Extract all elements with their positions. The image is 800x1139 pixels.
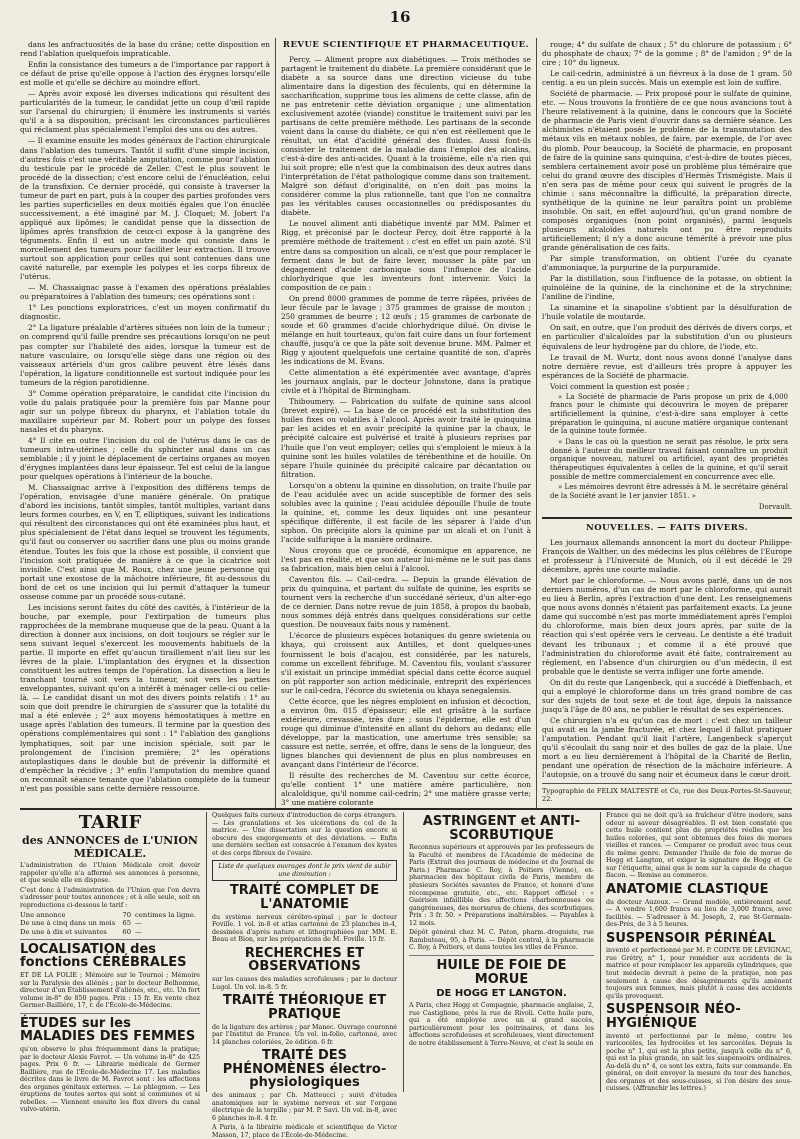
ads-column-divider <box>403 812 404 1092</box>
ads-column-divider <box>600 812 601 1092</box>
article-paragraph: Le travail de M. Wurtz, dont nous avons donné l'analyse dans notre dernière revue, est d'ailleurs très propre à appuyer les espérances de la Société de pharmacie. <box>542 352 792 380</box>
ad-text: du docteur Auzoux. — Grand modèle, entièrement neuf. — A vendre 1,600 francs au lieu de 3,000 francs, avec facilités. — S'adresser à M. Joseph, 2, rue St-Germain-des-Prés, de 3 à 5 heures. <box>606 898 792 929</box>
ad-text: Dépôt général chez M. C. Paton, pharm.-droguiste, rue Rambuteau, 95, à Paris. — Dépôt central, à la pharmacie C. Roy, à Poitiers, et dans toutes les villes de France. <box>409 929 594 952</box>
ad-text: Quelques faits curieux d'introduction de corps étrangers. — Les granulations et les ulcérations du col de la matrice. — Une dissertation sur la question encore si obscure des engorgements et des déviations. — Enfin une dernière section est consacrée à l'examen des kystes et des corps fibreux de l'ovaire. <box>212 812 397 857</box>
section-heading: REVUE SCIENTIFIQUE ET PHARMACEUTIQUE. <box>282 40 530 50</box>
rate-row <box>20 928 200 936</box>
article-paragraph: On prend 8000 grammes de pomme de terre râpées, privées de leur fécule par le lavage ; 375 grammes de graisse de mouton ; 250 grammes de beurre ; 12 œufs ; 15 grammes de carbonate de soude et 60 grammes d'acide chlorhydrique dilué. On divise le mélange en huit tourteaux, qu'on fait cuire dans un four fortement chauffé, jusqu'à ce que la pâte soit devenue brune. MM. Palmer et Rigg y ajoutent quelquefois une certaine quantité de son, d'après les indications de M. Evans. <box>281 293 531 367</box>
tarif-subtitle: des ANNONCES de L'UNION MÉDICALE. <box>22 833 198 860</box>
article-paragraph: L'écorce de plusieurs espèces botaniques du genre swietenia ou khaya, qui croissent aux Antilles, et dont quelques-unes fournissent le bois d'acajou, est considérée, par les naturels, comme un excellent fébrifuge. M. Caventou fils, voulant s'assurer s'il existait un principe immédiat spécial dans cette écorce auquel on pût rapporter son action médicinale, entreprit des expériences sur le cail-cedra, l'écorce du swietenia ou khaya senegalensis. <box>281 631 531 695</box>
rate-unit: centimes la ligne. <box>135 911 196 920</box>
prize-quote: « La Société de pharmacie de Paris propose un prix de 4,000 francs pour le chimiste qui découvrira le moyen de préparer artificiellement la quinine, c'est-à-dire sans employer à cette préparation le quinquina, ni aucune matière organique contenant de la quinine toute formée. <box>550 392 788 436</box>
article-paragraph: Le nouvel aliment anti diabétique inventé par MM. Palmer et Rigg, et préconisé par le docteur Percy, doit être rapporté à la première méthode de traitement : c'est en effet un pain azoté. S'il entre dans sa composition un alcali, ce n'est que pour remplacer le ferment dans le but de faire lever, mousser la pâte par un dégagement d'acide carbonique sous l'influence de l'acide chlorhydrique que les inventeurs font intervenir. Voici la composition de ce pain : <box>281 219 531 292</box>
article-paragraph: Il résulte des recherches de M. Caventou sur cette écorce, qu'elle contient 1° une matière amère particulière, non alcaloïdique, qu'il nomme cail-cedrin; 2° une matière grasse verte; 3° une matière colorante <box>281 771 531 808</box>
article-paragraph: Par simple transformation, on obtient l'urée du cyanate d'ammoniaque, la purpurine de la purpuramide. <box>542 254 792 273</box>
prize-quote: » Dans le cas où la question ne serait pas résolue, le prix sera donné à l'auteur du meilleur travail faisant connaître un produit organique nouveau, naturel ou artificiel, ayant des propriétés thérapeutiques équivalentes à celles de la quinine, et qu'il serait possible de mettre commercialement en concurrence avec elle. <box>550 438 788 481</box>
article-paragraph: — M. Chassaignac passe à l'examen des opérations préalables ou préparatoires à l'ablation des tumeurs; ces opérations sont : <box>20 283 270 302</box>
ad-title: RECHERCHES ET OBSERVATIONS <box>244 945 365 975</box>
rate-value: 60 <box>122 927 132 936</box>
article-paragraph: Voici comment la question est posée ; <box>550 381 690 391</box>
prize-quote: » Les mémoires devront être adressés à M. le secrétaire général de la Société avant le 1er janvier 1851. » <box>550 483 788 501</box>
article-paragraph: 1° Les ponctions exploratrices, c'est un moyen confirmatif du diagnostic. <box>20 303 270 322</box>
ads-column-4 <box>606 812 792 1092</box>
article-paragraph: Les incisions seront faites du côté des cavités, à l'intérieur de la bouche, par exemple, pour l'extirpation de tumeurs plus rapprochées de la membrane muqueuse que de la peau. Quant à la direction à donner aux incisions, on doit toujours se régler sur le sens suivant lequel s'exercent les mouvements habituels de la partie. Il importe en effet qu'aucun tiraillement n'ait lieu sur les lèvres de la plaie. L'implantation des érygnes et la dissection constituent les autres temps de l'opération. La dissection a lieu le tranchant tourné soit vers la tumeur, soit vers les parties enveloppantes, suivant qu'on a intérêt à ménager celle-ci ou celle-là. — Le candidat disant un mot des divers points relatifs : 1° au soin que doit prendre le chirurgien de s'assurer que la totalité du mal a été enlevée ; 2° aux moyens hémostatiques à mettre en usage après l'ablation des tumeurs. Il termine par la question des opérations complémentaires qui sont : 1° l'ablation des ganglions lymphatiques, soit par une incision spéciale, soit par le prolongement de l'incision première; 2° les opérations autoplastiques dans le double but de prévenir la difformité et d'empêcher la récidive ; 3° enfin l'amputation du membre quand on reconnaît séance tenante que l'ablation complète de la tumeur n'est pas possible sans cette dernière ressource. <box>20 602 270 793</box>
rate-label: De une à cinq dans un mois <box>20 919 116 928</box>
ads-column-divider <box>206 812 207 1092</box>
ad-text: sur les causes des maladies scrofuleuses ; par le docteur Lugol. Un vol. in-8. 5 fr. <box>212 976 397 991</box>
ad-title: LOCALISATION des fonctions CÉRÉBRALES <box>20 941 187 971</box>
article-paragraph: dans les anfractuosités de la base du crâne; cette disposition en rend l'ablation quelquefois impraticable. <box>20 40 270 59</box>
article-paragraph: Thiboumery. — Fabrication du sulfate de quinine sans alcool (brevet expiré). — La base de ce procédé est la substitution des huiles fixes ou volatiles à l'alcool. Après avoir traité le quinquina par les acides et en avoir précipité la quinine par la chaux, le précipité calcaire est pulvérisé et traité à plusieurs reprises par l'huile que l'on veut employer; celles qui s'emploient le mieux à la quinine sont les huiles volatiles de térébenthine et de houille. On sépare l'huile quininée du précipité calcaire par décantation ou filtration. <box>281 397 531 479</box>
article-paragraph: La sinamine et la sinapoline s'obtient par la désulfuration de l'huile volatile de moutarde. <box>542 303 792 322</box>
author-signature: Dorvault. <box>758 502 792 511</box>
ad-footer: A Paris, à la librairie médicale et scientifique de Victor Masson, 17, place de l'École-de-Médecine. <box>212 1124 397 1139</box>
tarif-title: TARIF <box>78 812 142 833</box>
column-divider <box>536 38 537 808</box>
ad-title: SUSPENSOIR PÉRINÉAL <box>606 930 776 946</box>
ad-subtitle: DE HOGG ET LANGTON. <box>436 988 567 1000</box>
column-divider <box>275 38 276 808</box>
article-paragraph: Caventou fils. — Cail-cedra. — Depuis la grande élévation de prix du quinquina, et partant du sulfate de quinine, les esprits se tournent vers la recherche d'un succédané sérieux, d'un alter-ego de ce dernier. Dans notre revue de juin 1858, à propos du baobab, nous sommes déjà entrés dans quelques considérations sur cette question. De nouveaux faits nous y ramènent. <box>281 575 531 630</box>
news-paragraph: Mort par le chloroforme. — Nous avons parlé, dans un de nos derniers numéros, d'un cas de mort par le chloroforme, qui aurait eu lieu à Berlin, après l'extraction d'une dent. Les renseignemens que nous avons donnés n'étaient pas parfaitement exacts. La jeune dame qui succombé n'est pas morte immédiatement après l'emploi du chloroforme, mais bien deux jours après, par suite de la réaction qui s'est opérée vers le cerveau. Le dentiste a été traduit devant les tribunaux ; et comme il a été prouvé que l'administration du chloroforme avait été faite, contrairement au règlement, en l'absence d'un chirurgien ou d'un médecin, il est probable que le dentiste se verra infliger une forte amende. <box>542 576 792 676</box>
article-paragraph: Cette écorce, que les nègres emploient en infusion et décoction, a environ 0m. 015 d'épaisseur; elle est grisâtre à la surface extérieure, crevassée, très dure ; sous l'épiderme, elle est d'un rouge qui diminue d'intensité en allant du dehors au dedans; elle développe, par la mastication, une amertume très sensible; sa cassure est nette, serrée, et offre, dans le sens de la longueur, des lignes blanches qui deviennent de plus en plus nombreuses en avançant dans l'intérieur de l'écorce. <box>281 696 531 770</box>
ad-text: France qui ne doit qu'à sa fraîcheur d'être inodore, sans odeur ni saveur désagréables. Il est bien constaté que cette huile contient plus de propriétés réelles que les huiles colorées, qui sont obtenues des foies de morues vieilles et rances. — Comparer ce produit avec tous ceux du même genre. Demander l'huile de foie de morue de Hogg et Langton, et exiger la signature de Hogg et Ce sur l'étiquette, ainsi que le nom sur la capsule de chaque flacon. — Remise au commerce. <box>606 812 792 880</box>
tarif-intro: C'est donc à l'administration de l'Union que l'on devra s'adresser pour toutes annonces ; et à elle seule, soit en reproductions ci-dessous le tarif : <box>20 886 200 909</box>
rate-value: 70 <box>122 911 132 920</box>
article-paragraph: Enfin la consistance des tumeurs a de l'importance par rapport à ce défaut de prise qu'elle oppose à l'action des érygnes lorsqu'elle est molle et qu'elle se déchire au moindre effort. <box>20 60 270 88</box>
rate-unit: — <box>135 927 142 936</box>
article-paragraph: Percy. — Aliment propre aux diabétiques. — Trois méthodes se partagent le traitement du diabète. La première considérant que le diabète a sa source dans une direction vicieuse du tube alimentaire dans la digestion des féculents, qui en détermine la saccharification, supprime tous les alimens de cette classe, afin de ne pas entretenir cette déviation organique ; une alimentation exclusivement azotée (viande) constitue le traitement suivi par les partisans de cette première méthode. Les partisans de la seconde voient dans la cause du diabète, ce qui n'en est réellement que le résultat, un état d'acidité général des fluides. Aussi font-ils consister le traitement de la maladie dans l'emploi des alcalins, c'est-à-dire des anti-acides. Quant à la troisième, elle n'a rien qui lui soit propre; elle n'est que la combinaison des deux autres dans l'interprétation de l'état pathologique comme dans son traitement. Malgré son défaut d'originalité, on n'en doit pas moins la considérer comme la plus rationnelle, tant que l'on ne connaîtra pas les véritables causes occasionnelles ou prédisposantes du diabète. <box>281 54 531 218</box>
article-paragraph: Cette alimentation a été expérimentée avec avantage, d'après les journaux anglais, par le docteur Johnstone, dans la pratique civile et à l'hôpital de Birmingham. <box>281 368 531 396</box>
rate-label: Une annonce <box>20 911 66 920</box>
ad-separator <box>20 1013 200 1014</box>
rate-unit: — <box>135 919 142 928</box>
ad-text: ET DE LA FOLIE ; Mémoire sur le Tournoi ; Mémoire sur la Paralysie des aliénés ; par le docteur Belhomme, directeur d'un Établissement d'aliénés, etc., etc. Un fort volume in-8° de 850 pages. Prix : 15 fr. En vente chez Germer-Baillière, 17, r. de l'École-de-Médecine. <box>20 972 200 1010</box>
ads-column-3 <box>409 812 594 1092</box>
printer-imprint: Typographie de FELIX MALTESTE et Ce, rue des Deux-Portes-St-Sauveur, 22. <box>542 783 792 803</box>
article-paragraph: — Après avoir exposé les diverses indications qui résultent des particularités de la tumeur, le candidat jette un coup d'œil rapide sur l'arsenal du chirurgien; il énumère les instruments si variés qu'il a à sa disposition, précisant les circonstances particulières qui réclament plus spécialement l'emploi des uns ou des autres. <box>20 89 270 135</box>
article-paragraph: Société de pharmacie. — Prix proposé pour le sulfate de quinine, etc. — Nous trouvons la frontière de ce que nous avancions tout à l'heure relativement à la quinine, dans le concours que la Société de pharmacie de Paris vient d'ouvrir dans sa dernière séance. Les alchimistes n'étaient posés le problème de la transmutation des métaux vils en métaux nobles, de faire, par exemple, de l'or avec du plomb. Pour beaucoup, la Société de pharmacie, en proposant de faire de la quinine sans quinquina, c'est-à-dire de toutes pièces, semblera certainement avoir posé un problème plus téméraire que celui du grand œuvre des disciples d'Hermès Trismégiste. Mais il n'en sera pas de même pour ceux qui suivent le progrès de la chimie : sans méconnaître la difficulté, la préparation directe, synthétique de la quinine ne leur paraîtra point un problème insoluble. On sait, en effet aujourd'hui, qu'un grand nombre de composés organiques (non point organisés), parmi lesquels plusieurs alcaloïdes naturels ont pu être reproduits artificiellement; il n'y a donc aucune témérité à prévoir une plus grande généralisation de ces faits. <box>542 89 792 253</box>
ad-text: de la ligature des artères ; par Manec. Ouvrage couronné par l'Institut de France. Un vol. in-folio, cartonné, avec 14 planches coloriées, 2e édition. 6 fr. <box>212 1023 397 1046</box>
ad-text: inventé et perfectionné par le même, contre les varicocèles, les hydrocèles et les sarcocèles. Depuis la poche n° 1, qui est la plus petite, jusqu'à celle du n° 6, qui est la plus grande, on sait les suspensoirs ordinaires. Au-delà du n° 4, ce sont les extra, faits sur commande. En général, on doit envoyer la mesure du tour des hanches, des organes et des sous-cuisses, si l'on désire des sous-cuisses. (Affranchir les lettres.) <box>606 1032 792 1093</box>
article-paragraph: M. Chassaignac arrive à l'exposition des différens temps de l'opération, envisagée d'une manière générale. On pratique d'abord les incisions, tantôt simples, tantôt multiples, variant dans leurs formes courbes, en V, en T, elliptiques, suivant les indications qui résultent des circonstances qui ont été examinées plus haut, et plus spécialement de l'état dans lequel se trouvent les téguments, qu'il faut ou conserver ou sacrifier dans une plus ou moins grande étendue. Toutes les fois que la chose est possible, il convient que l'incision soit pratiquée de manière à ce que la cicatrice soit invisible. C'est ainsi que M. Roux, chez une jeune personne qui portait une exostose de la mâchoire inférieure, fit au-dessous du bord de cet os une incision qui lui permit d'attaquer la tumeur osseuse comme par un procédé sous-cutané. <box>20 483 270 601</box>
tarif-intro: L'administration de l'Union Médicale croit devoir rappeler qu'elle n'a affermé ses annonces à personne, et que seule elle en dispose. <box>20 861 200 885</box>
ad-separator <box>20 939 200 940</box>
ads-column-2 <box>212 812 397 1139</box>
article-paragraph: 4° Il cite en outre l'incision du col de l'utérus dans le cas de tumeurs intra-utérines ; celle du sphincter anal dans un cas semblable ; il y joint le déplacement de certains organes au moyen d'érygnes implantées dans leur épaisseur. Tel est celui de la langue pour quelques opérations à l'intérieur de la bouche. <box>20 435 270 482</box>
ads-divider <box>20 808 792 810</box>
column-2 <box>281 40 531 810</box>
article-paragraph: Le cail-cedrin, administré à un fiévreux à la dose de 1 gram. 50 centig. a eu un plein succès. Mais un exemple est loin de suffire. <box>542 69 792 88</box>
column-3 <box>542 40 792 810</box>
ad-text: inventé et perfectionné par M. P. COINTE DE LÉVIGNAC, rue Grétry, n° 1, pour remédier aux accidents de la matrice et pour remplacer les appareils cylindriques, que tout médecin devrait à peine de la pratique, non pas seulement à cause des désagréments qu'ils amènent toujours aux femmes, mais plutôt à cause des accidents qu'ils provoquent. <box>606 947 792 1000</box>
rate-label: De une à dix et suivantes <box>20 927 107 936</box>
ad-title: TRAITÉ DES PHÉNOMÈNES électro-physiologiques <box>222 1048 387 1091</box>
ad-title: SUSPENSOIR NÉO-HYGIÉNIQUE <box>606 1002 741 1031</box>
ad-text: du système nerveux cérébro-spinal ; par le docteur Foville. 1 vol. in-8 et atlas cartonné de 23 planches in-4, dessinées d'après nature et lithographiées par MM. E. Beau et Bion, sur les préparations de M. Foville. 15 fr. <box>212 913 397 944</box>
column-1 <box>20 40 270 810</box>
article-paragraph: Par la distillation, sous l'influence de la potasse, on obtient la quinoléine de la quinine, de la cinchonine et de la strychnine; l'aniline de l'indine, <box>542 274 792 302</box>
ad-title: ÉTUDES sur les MALADIES DES FEMMES <box>20 1015 196 1045</box>
news-paragraph: Ce chirurgien n'a eu qu'un cas de mort : c'est chez un tailleur qui avait eu la jambe fracturée, et chez lequel il fallut pratiquer l'amputation. Pendant qu'il liait l'artère, Langenbeck s'aperçut qu'il s'écoulait du sang noir et des bulles de gaz de la plaie. Une mort a eu lieu dernièrement à l'hôpital de la Charité de Berlin, pendant une opération de résection de la mâchoire inférieure. A l'autopsie, on a trouvé du sang noir et écumeux dans le cœur droit. <box>542 715 792 780</box>
ad-title: TRAITÉ COMPLET DE L'ANATOMIE <box>229 883 380 913</box>
article-paragraph: On sait, en outre, que l'on produit des dérivés de divers corps, et en particulier d'alcaloïdes par la substitution d'un ou plusieurs équivalens de leur hydrogène par du chlore, de l'iode, etc. <box>542 323 792 351</box>
article-paragraph: — Il examine ensuite les modes généraux de l'action chirurgicale dans l'ablation des tumeurs. Tantôt il suffit d'une simple incision, d'autres fois c'est une véritable amputation, comme pour l'ablation du testicule par le procédé de Zeller. C'est le plus souvent le procédé de la dissection; c'est encore celui de l'énucléation, celui de la transfixion. Ce dernier procédé, qui consiste à traverser la tumeur de part en part, puis à la couper des parties profondes vers les parties superficielles en deux moitiés égales que l'on énuclée successivement, a été imaginé par M. J. Cloquet; M. Jobert l'a appliqué aux lipômes; le candidat pense que la dissection de lipômes après transfixion de ceux-ci expose à la gangrène des téguments. Enfin il est un autre mode qui consiste dans le morcellement des tumeurs pour faciliter leur extraction. Il trouve surtout son application pour celles qui sont contenues dans une cavité naturelle, par exemple les polypes et les corps fibreux de l'utérus. <box>20 136 270 282</box>
ad-title: TRAITÉ THÉORIQUE ET PRATIQUE <box>222 993 387 1022</box>
page-number: 16 <box>389 8 411 26</box>
price-list-caption: Liste de quelques ouvrages dont le prix vient de subir une diminution : <box>212 860 397 881</box>
news-paragraph: Les journaux allemands annoncent la mort du docteur Philippe-François de Walther, un des médecins les plus célèbres de l'Europe et professeur à l'Université de Munich, où il est décédé le 29 décembre, après une courte maladie. <box>542 538 792 575</box>
ad-text: qu'on observe le plus fréquemment dans la pratique; par le docteur Alexis Favrot. — Un volume in-8° de 425 pages. Prix 6 fr. — Librairie médicale de Germer Baillière, rue de l'École-de-Médecine 17. Les maladies décrites dans le livre de M. Favrot sont : les affections des organes génitaux externes. — Le phlegmon. — Les éruptions de toutes sortes qui sont si communes et si rebelles. — Viennent ensuite les flux divers du canal vulvo-utérin. <box>20 1046 200 1114</box>
rate-value: 65 <box>122 919 132 928</box>
rate-row <box>20 919 200 927</box>
article-paragraph: Nous croyons que ce procédé, économique en apparence, ne l'est pas en réalité, et que son auteur lui-même ne le suit pas dans sa fabrication, mais bien celui à l'alcool. <box>281 546 531 574</box>
ad-title: HUILE DE FOIE DE MORUE <box>436 957 567 987</box>
news-paragraph: On dit du reste que Langenbeck, qui a succédé à Dieffenbach, et qui a employé le chloroforme dans un très grand nombre de cas sur des sujets de tout sexe et de tout âge, depuis la naissance jusqu'à l'âge de 80 ans, ne publier le résultat de ses expériences. <box>542 677 792 714</box>
ad-title: ASTRINGENT et ANTI-SCORBUTIQUE <box>422 814 581 843</box>
article-paragraph: rouge; 4° du sulfate de chaux ; 5° du chlorure de potassium ; 6° du phosphate de chaux; 7° de la gomme ; 8° de l'amidon ; 9° de la cire ; 10° du ligneux. <box>542 40 792 68</box>
article-paragraph: 2° La ligature préalable d'artères situées non loin de la tumeur ; on comprend qu'il faille prendre ses précautions lorsqu'on ne peut pas compter sur l'habileté des aides, lorsque la tumeur est de nature vasculaire, ou lorsqu'elle siège dans une région où des vaisseaux artériels d'un gros calibre peuvent être lésés dans l'opération, la ligature conditionnelle est surtout indiquée pour les tumeurs de la région parotidienne. <box>20 323 270 387</box>
article-paragraph: 3° Comme opération préparatoire, le candidat cite l'incision du voile du palais pratiquée pour la première fois par Manne pour agir sur un polype fibreux du pharynx, et l'ablation totale du maxillaire supérieur par M. Robert pour un polype des fosses nasales et du pharynx. <box>20 388 270 434</box>
ad-text: des animaux ; par Ch. Matteucci ; suivi d'études anatomiques sur le système nerveux et sur l'organe électrique de la torpille ; par M. P. Savi. Un vol. in-8, avec 6 planches in-8. 4 fr. <box>212 1092 397 1122</box>
ad-text: A Paris, chez Hogg et Compagnie, pharmacie anglaise, 2, rue Castiglione, près la rue de Rivoli. Cette huile pure, qui a été employée avec un si grand succès, particulièrement pour les poitrinaires, et dans les affections scrofuleuses et scrofuleuses, vient directement de notre établissement à Terre-Neuve, et c'est la seule en <box>409 1002 594 1047</box>
article-paragraph: Lorsqu'on a obtenu la quinine en dissolution, on traite l'huile par de l'eau acidulée avec un acide susceptible de former des sels solubles avec la quinine ; l'eau acidulée dépouille l'huile de toute la quinine, et, comme les deux liquides ont une pesanteur spécifique différente, il est facile de les séparer à l'aide d'un siphon. On précipite alors la quinine par un alcali et on l'unit à l'acide sulfurique à la manière ordinaire. <box>281 480 531 544</box>
ad-title: ANATOMIE CLASTIQUE <box>606 881 769 897</box>
ad-text: Reconnus supérieurs et approuvés par les professeurs de la Faculté et membres de l'Académie de médecine de Paris (Extrait des journaux de médecine et du Journal de Paris.) Pharmacie C. Roy, à Poitiers (Vienne), ex-pharmacien des hôpitaux civils de Paris, membre de plusieurs Sociétés savantes de France, et honoré d'une récompense gratuite, etc., etc. Rapport officiel : « Guérison infaillible des affections charbonneuses ou gangréneuses, des morsures de chiens, des scorbutiques. Prix : 3 fr. 50. » Préparations inaltérables. — Payables à 12 mois. <box>409 844 594 927</box>
rate-table <box>20 911 200 935</box>
ad-separator <box>409 955 594 956</box>
ads-column-1 <box>20 812 200 1114</box>
section-heading: NOUVELLES. — FAITS DIVERS. <box>542 517 792 534</box>
